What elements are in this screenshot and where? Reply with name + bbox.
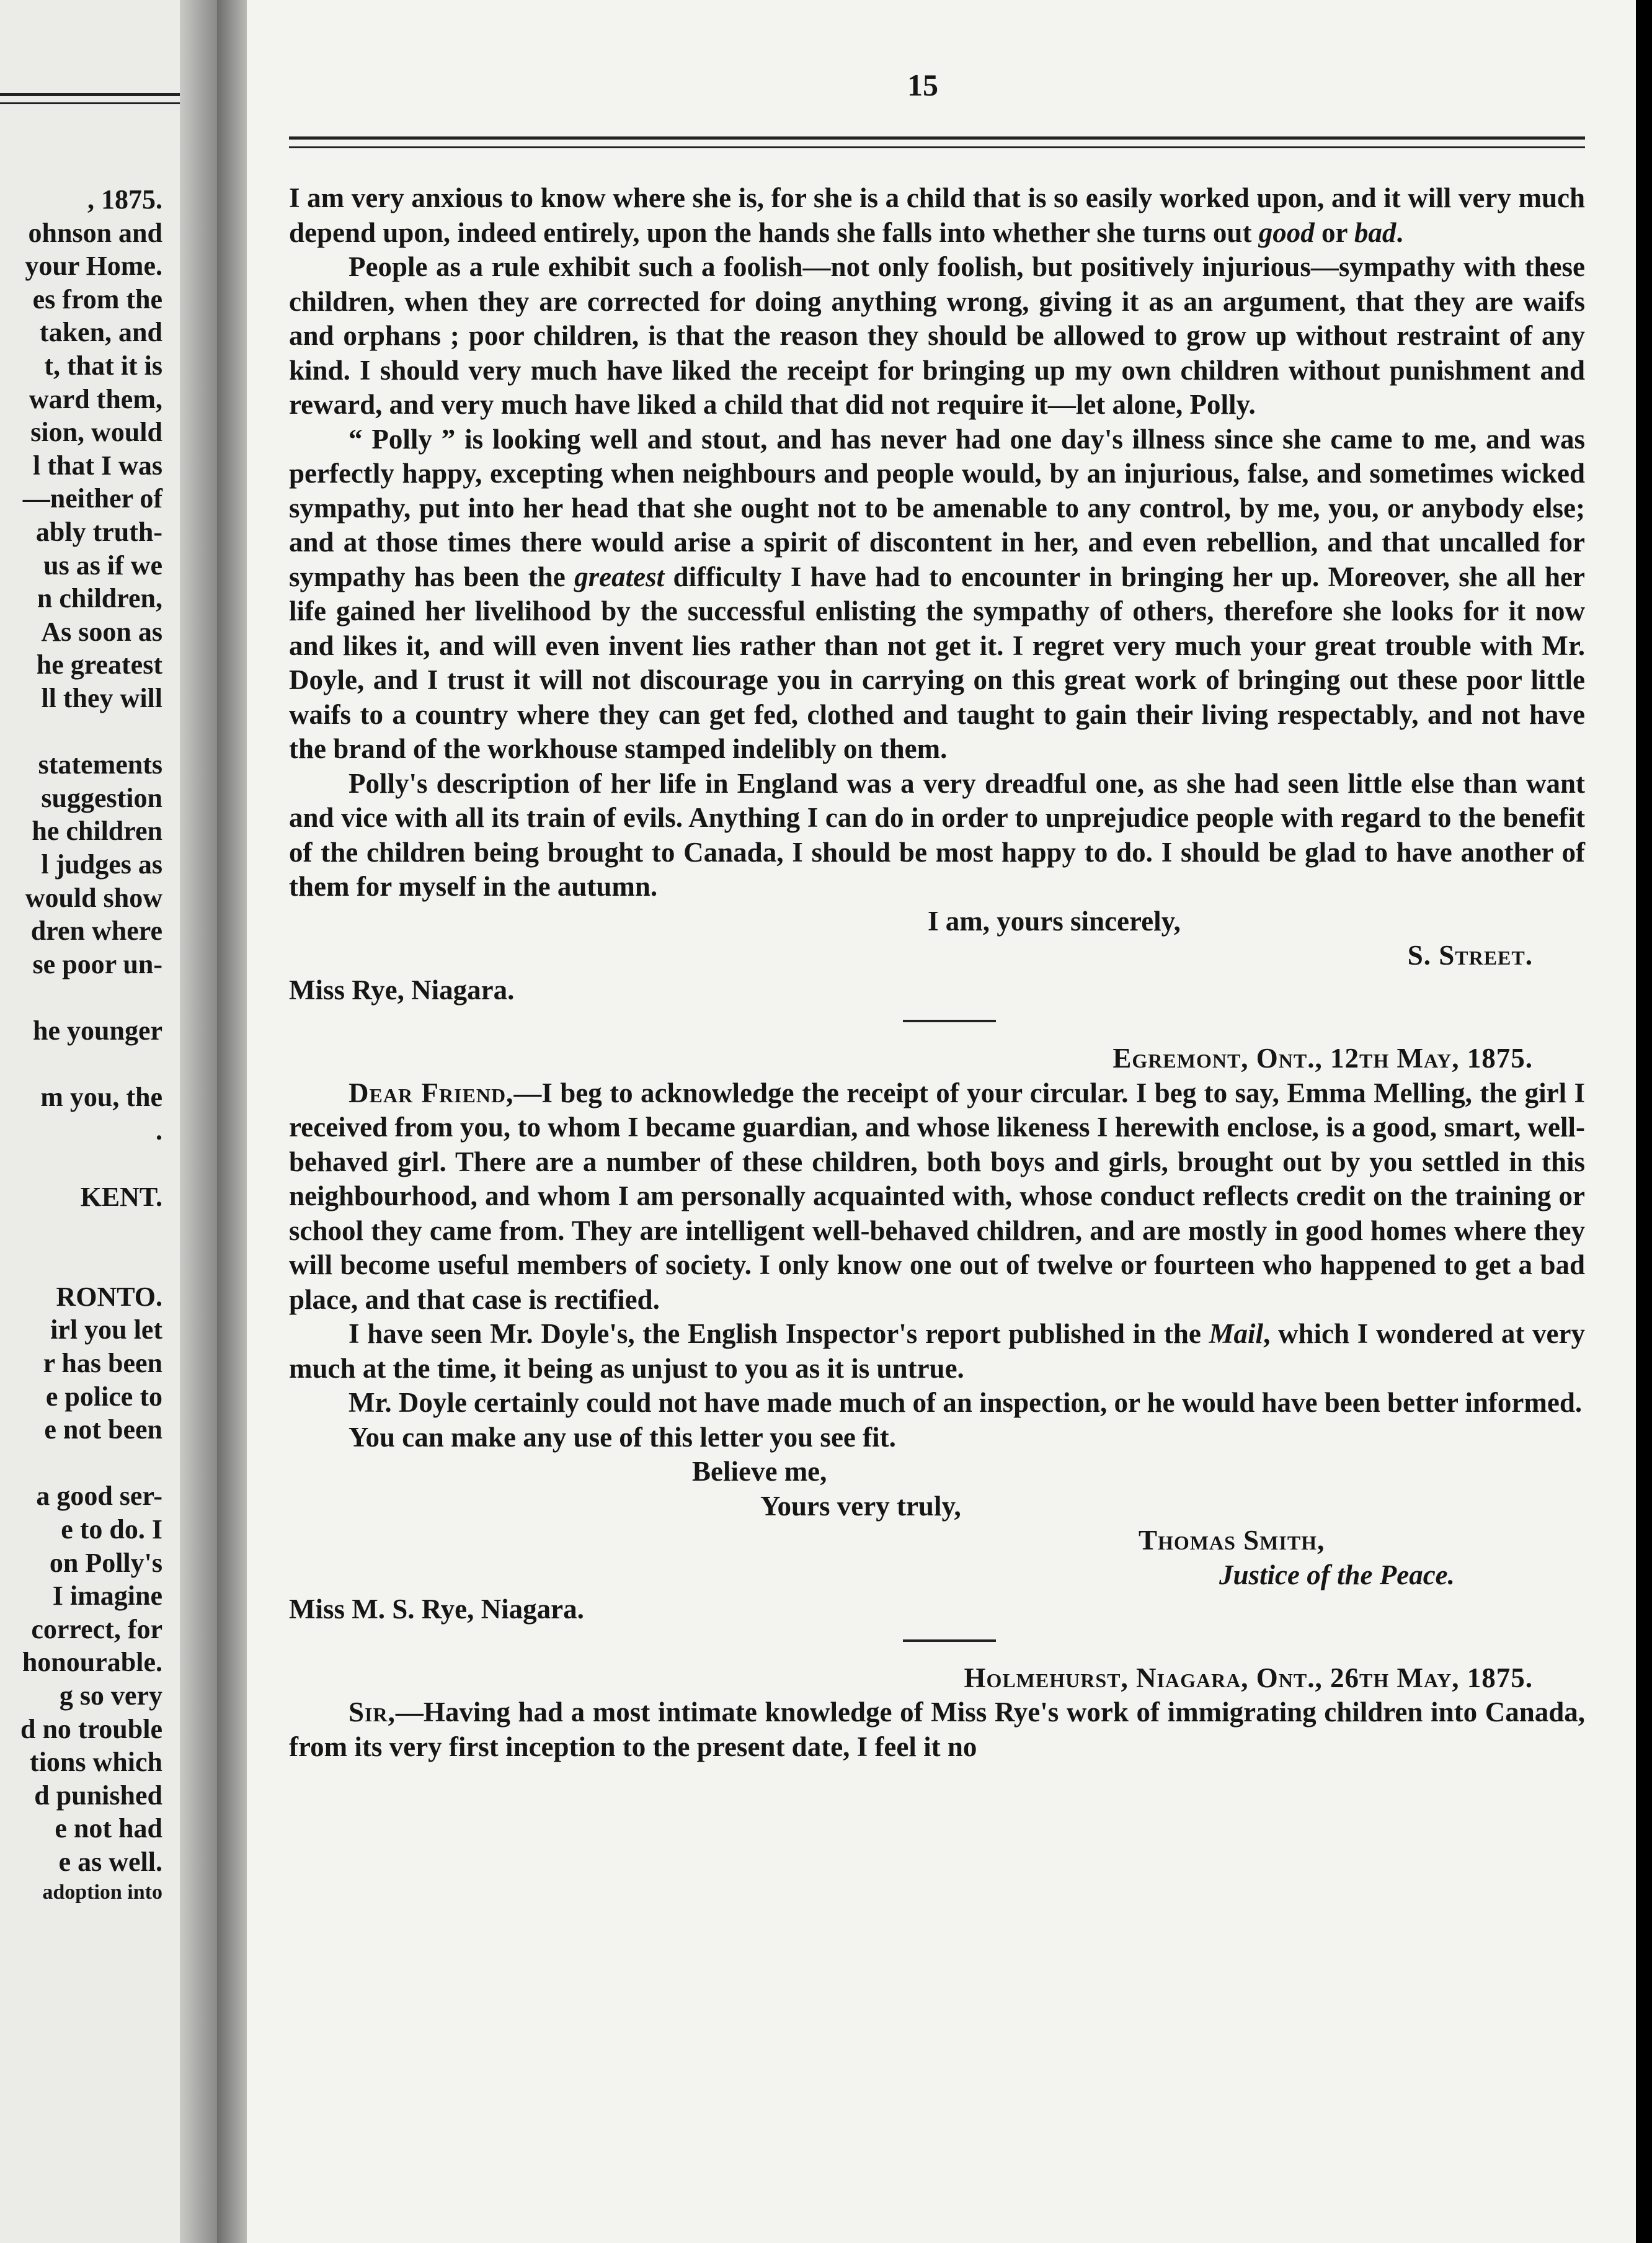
- facing-page: [0, 0, 217, 2243]
- facing-page-line: irl you let: [50, 1314, 162, 1345]
- letter-closing: I am, yours sincerely,: [928, 905, 1181, 937]
- facing-page-line: .: [156, 1115, 162, 1146]
- facing-page-line: es from the: [32, 284, 162, 314]
- facing-page-line: he younger: [33, 1015, 162, 1046]
- facing-page-line: taken, and: [39, 317, 162, 347]
- header-rule: [289, 146, 1585, 148]
- facing-page-line: dren where: [30, 916, 162, 946]
- salutation: Sir,: [349, 1697, 396, 1728]
- facing-page-line: would show: [25, 883, 162, 913]
- salutation: Dear Friend,: [349, 1077, 514, 1108]
- facing-page-line: he greatest: [36, 649, 162, 680]
- book-gutter: [217, 0, 247, 2243]
- facing-page-line: e as well.: [58, 1847, 162, 1877]
- facing-page-line: l judges as: [41, 849, 162, 880]
- signature: S. Street.: [1407, 940, 1533, 971]
- facing-page-line: your Home.: [25, 251, 162, 281]
- letter-dateline: Egremont, Ont., 12th May, 1875.: [1112, 1043, 1533, 1074]
- paragraph: “ Polly ” is looking well and stout, and has never had one day's illness since she came to me, and was perfectly happy, excepting when neighbours and people would, by an injurious, false, and sometimes wicked sympathy, put into her head that she ought not to be amenable to any control, by me, you, or anybody else; and at those times there would arise a spirit of discontent in her, and even rebellion, and that uncalled for sympathy has been the greatest difficulty I have had to encounter in bringing her up. Moreover, she all her life gained her livelihood by the successful enlisting the sympathy of others, therefore she looks for it now and likes it, and will even invent lies rather than not get it. I regret very much your great trouble with Mr. Doyle, and I trust it will not discourage you in carrying on this great work of bringing out these poor little waifs to a country where they can get fed, clothed and taught to gain their living respectably, and not have the brand of the workhouse stamped indelibly on them.: [289, 423, 1586, 764]
- facing-page-rule: [0, 102, 180, 104]
- facing-page-line: correct, for: [31, 1614, 162, 1644]
- page-fold: [180, 0, 217, 2243]
- facing-page-line: e not had: [55, 1813, 162, 1844]
- facing-page-line: t, that it is: [44, 350, 162, 381]
- facing-page-line: e police to: [45, 1381, 162, 1412]
- facing-page-line: d no trouble: [20, 1714, 162, 1744]
- facing-page-line: se poor un-: [32, 949, 162, 979]
- facing-page-line: r has been: [43, 1348, 162, 1378]
- facing-page-line: ohnson and: [28, 218, 162, 248]
- facing-page-line: ably truth-: [35, 517, 162, 547]
- page-body: [289, 181, 1585, 1764]
- facing-page-line: ll they will: [41, 683, 162, 713]
- facing-page-line: e not been: [44, 1414, 162, 1445]
- addressee: Miss M. S. Rye, Niagara.: [289, 1594, 584, 1625]
- addressee: Miss Rye, Niagara.: [289, 974, 515, 1006]
- paragraph: You can make any use of this letter you see fit.: [349, 1421, 896, 1453]
- facing-page-line: suggestion: [41, 783, 162, 813]
- paragraph: Polly's description of her life in England was a very dreadful one, as she had seen little else than want and vice with all its train of evils. Anything I can do in order to unprejudice people with regard to the benefit of the children being brought to Canada, I should be most happy to do. I should be glad to have another of them for myself in the autumn.: [289, 767, 1585, 902]
- facing-page-line: l that I was: [32, 450, 162, 481]
- facing-page-rule: [0, 93, 180, 96]
- header-rule: [289, 136, 1585, 140]
- signatory-title: Justice of the Peace.: [1219, 1559, 1455, 1590]
- facing-page-line: , 1875.: [87, 184, 162, 215]
- facing-page-line: statements: [38, 749, 162, 780]
- facing-page-line: d punished: [34, 1780, 162, 1811]
- facing-page-line: g so very: [59, 1680, 162, 1711]
- paragraph: Dear Friend,—I beg to acknowledge the receipt of your circular. I beg to say, Emma Melling, the girl I received from you, to whom I became guardian, and whose likeness I herewith enclose, is a good, smart, well-behaved girl. There are a number of these children, both boys and girls, brought out by you settled in this neighbourhood, and whom I am personally acquainted with, whose conduct reflects credit on the training or school they came from. They are intelligent well-behaved children, and are mostly in good homes where they will become useful members of society. I only know one out of twelve or fourteen who happened to get a bad place, and that case is rectified.: [289, 1077, 1585, 1315]
- facing-page-line: KENT.: [80, 1182, 162, 1212]
- paragraph: I am very anxious to know where she is, for she is a child that is so easily worked upon, and it will very much depend upon, indeed entirely, upon the hands she falls into whether she turns out good or bad.: [289, 182, 1585, 248]
- facing-page-line: honourable.: [22, 1647, 162, 1677]
- facing-page-line: ward them,: [29, 384, 162, 414]
- letter-closing: Yours very truly,: [760, 1490, 961, 1522]
- letter-closing: Believe me,: [692, 1456, 827, 1487]
- facing-page-line: As soon as: [41, 617, 162, 647]
- facing-page-line: n children,: [37, 583, 162, 613]
- facing-page-line: m you, the: [40, 1082, 162, 1112]
- paragraph: Mr. Doyle certainly could not have made much of an inspection, or he would have been better informed.: [349, 1387, 1583, 1418]
- facing-page-line: e to do. I: [61, 1514, 162, 1545]
- facing-page-line: he children: [32, 816, 162, 846]
- facing-page-line: sion, would: [30, 417, 162, 447]
- signature: Thomas Smith,: [1139, 1525, 1325, 1556]
- letter-dateline: Holmehurst, Niagara, Ont., 26th May, 1875.: [964, 1662, 1533, 1693]
- facing-page-line: tions which: [30, 1747, 162, 1777]
- facing-page-line: —neither of: [22, 483, 162, 514]
- facing-page-line: us as if we: [43, 550, 162, 581]
- facing-page-line: adoption into: [42, 1881, 162, 1904]
- scan-border: [1636, 0, 1652, 2243]
- facing-page-line: a good ser-: [36, 1481, 162, 1511]
- paragraph: Sir,—Having had a most intimate knowledge of Miss Rye's work of immigrating children into Canada, from its very first inception to the present date, I feel it no: [289, 1697, 1585, 1762]
- section-divider: [289, 1007, 1585, 1041]
- facing-page-line: I imagine: [52, 1581, 162, 1611]
- paragraph: I have seen Mr. Doyle's, the English Inspector's report published in the Mail, which I wondered at very much at the time, it being as unjust to you as it is untrue.: [289, 1318, 1585, 1384]
- section-divider: [289, 1627, 1585, 1661]
- facing-page-line: on Polly's: [49, 1548, 162, 1578]
- facing-page-line: RONTO.: [56, 1282, 162, 1312]
- document-page: [247, 0, 1636, 2243]
- paragraph: People as a rule exhibit such a foolish—not only foolish, but positively injurious—sympathy with these children, when they are corrected for doing anything wrong, giving it as an argument, that they are waifs and orphans ; poor children, is that the reason they should be allowed to grow up without restraint of any kind. I should very much have liked the receipt for bringing up my own children without punishment and reward, and very much have liked a child that did not require it—let alone, Polly.: [289, 251, 1585, 420]
- page-number: 15: [907, 68, 938, 102]
